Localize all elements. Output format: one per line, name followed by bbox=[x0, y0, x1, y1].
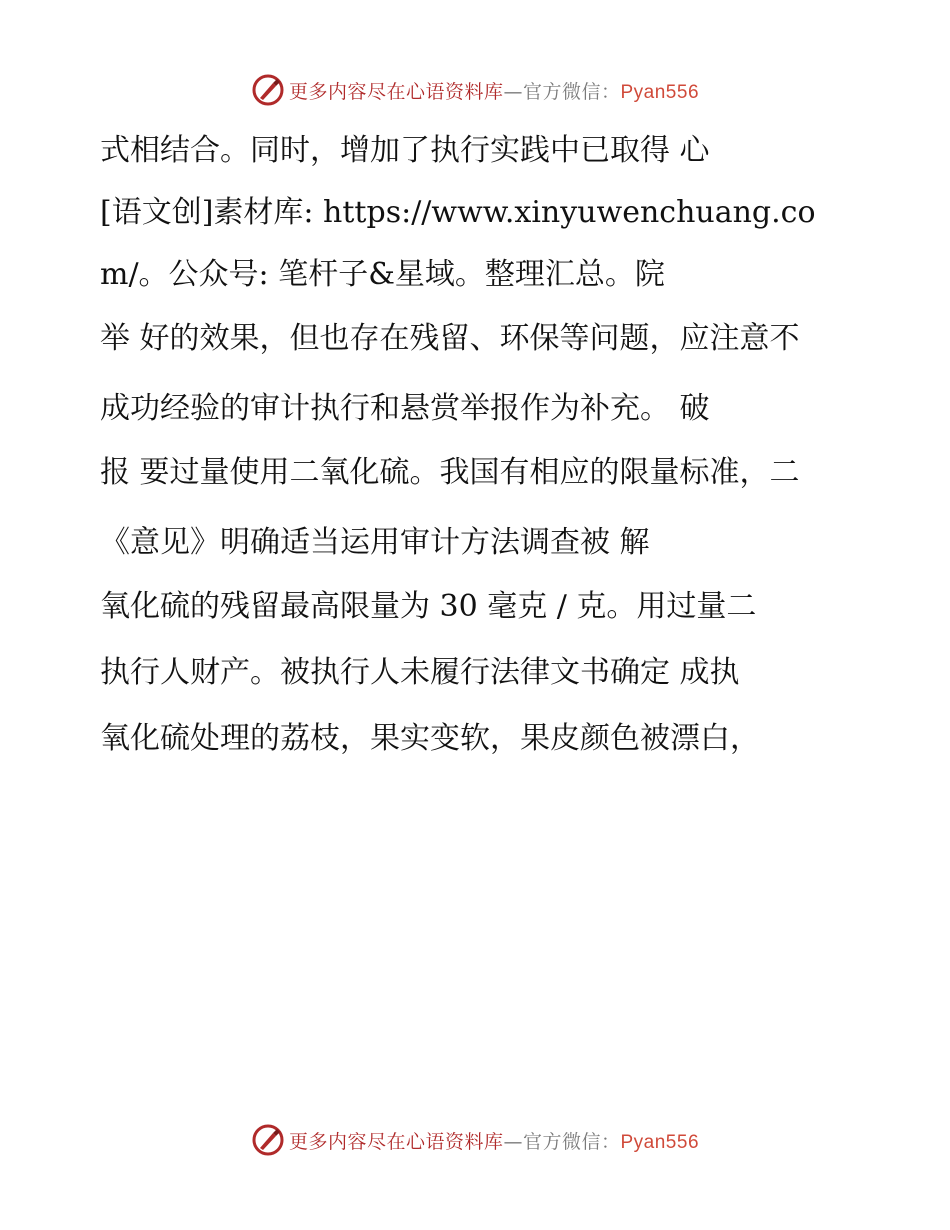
paragraph-6: 《意见》明确适当运用审计方法调查被 解 bbox=[100, 525, 650, 560]
paragraph-5: 报 要过量使用二氧化硫。我国有相应的限量标准，二 bbox=[100, 455, 800, 490]
banner-dash: — bbox=[503, 80, 523, 103]
header-banner bbox=[0, 70, 950, 110]
paragraph-3: 举 好的效果，但也存在残留、环保等问题，应注意不 bbox=[100, 321, 800, 356]
paragraph-1: 式相结合。同时，增加了执行实践中已取得 心 bbox=[100, 133, 710, 168]
banner-dash: — bbox=[503, 1130, 523, 1153]
document-body bbox=[100, 120, 860, 778]
banner-text bbox=[289, 77, 699, 104]
paragraph-9: 氧化硫处理的荔枝，果实变软，果皮颜色被漂白， bbox=[100, 721, 760, 756]
paragraph-7: 氧化硫的残留最高限量为 30 毫克 / 克。用过量二 bbox=[100, 589, 757, 624]
banner-wechat-id: Pyan556 bbox=[620, 1131, 700, 1153]
banner-wechat-label: 官方微信： bbox=[522, 1130, 621, 1153]
pen-logo-icon bbox=[251, 1123, 285, 1157]
paragraph-8: 执行人财产。被执行人未履行法律文书确定 成执 bbox=[100, 655, 740, 690]
banner-wechat-label: 官方微信： bbox=[522, 80, 621, 103]
pen-logo-icon bbox=[251, 73, 285, 107]
footer-banner bbox=[0, 1120, 950, 1160]
paragraph-4: 成功经验的审计执行和悬赏举报作为补充。 破 bbox=[100, 391, 710, 426]
banner-text bbox=[289, 1127, 699, 1154]
banner-wechat-id: Pyan556 bbox=[620, 81, 700, 103]
banner-main-text: 更多内容尽在心语资料库 bbox=[288, 1130, 504, 1153]
banner-main-text: 更多内容尽在心语资料库 bbox=[288, 80, 504, 103]
paragraph-2: [语文创]素材库: https://www.xinyuwenchuang.com/。公众号: 笔杆子&星域。整理汇总。院 bbox=[100, 195, 816, 292]
